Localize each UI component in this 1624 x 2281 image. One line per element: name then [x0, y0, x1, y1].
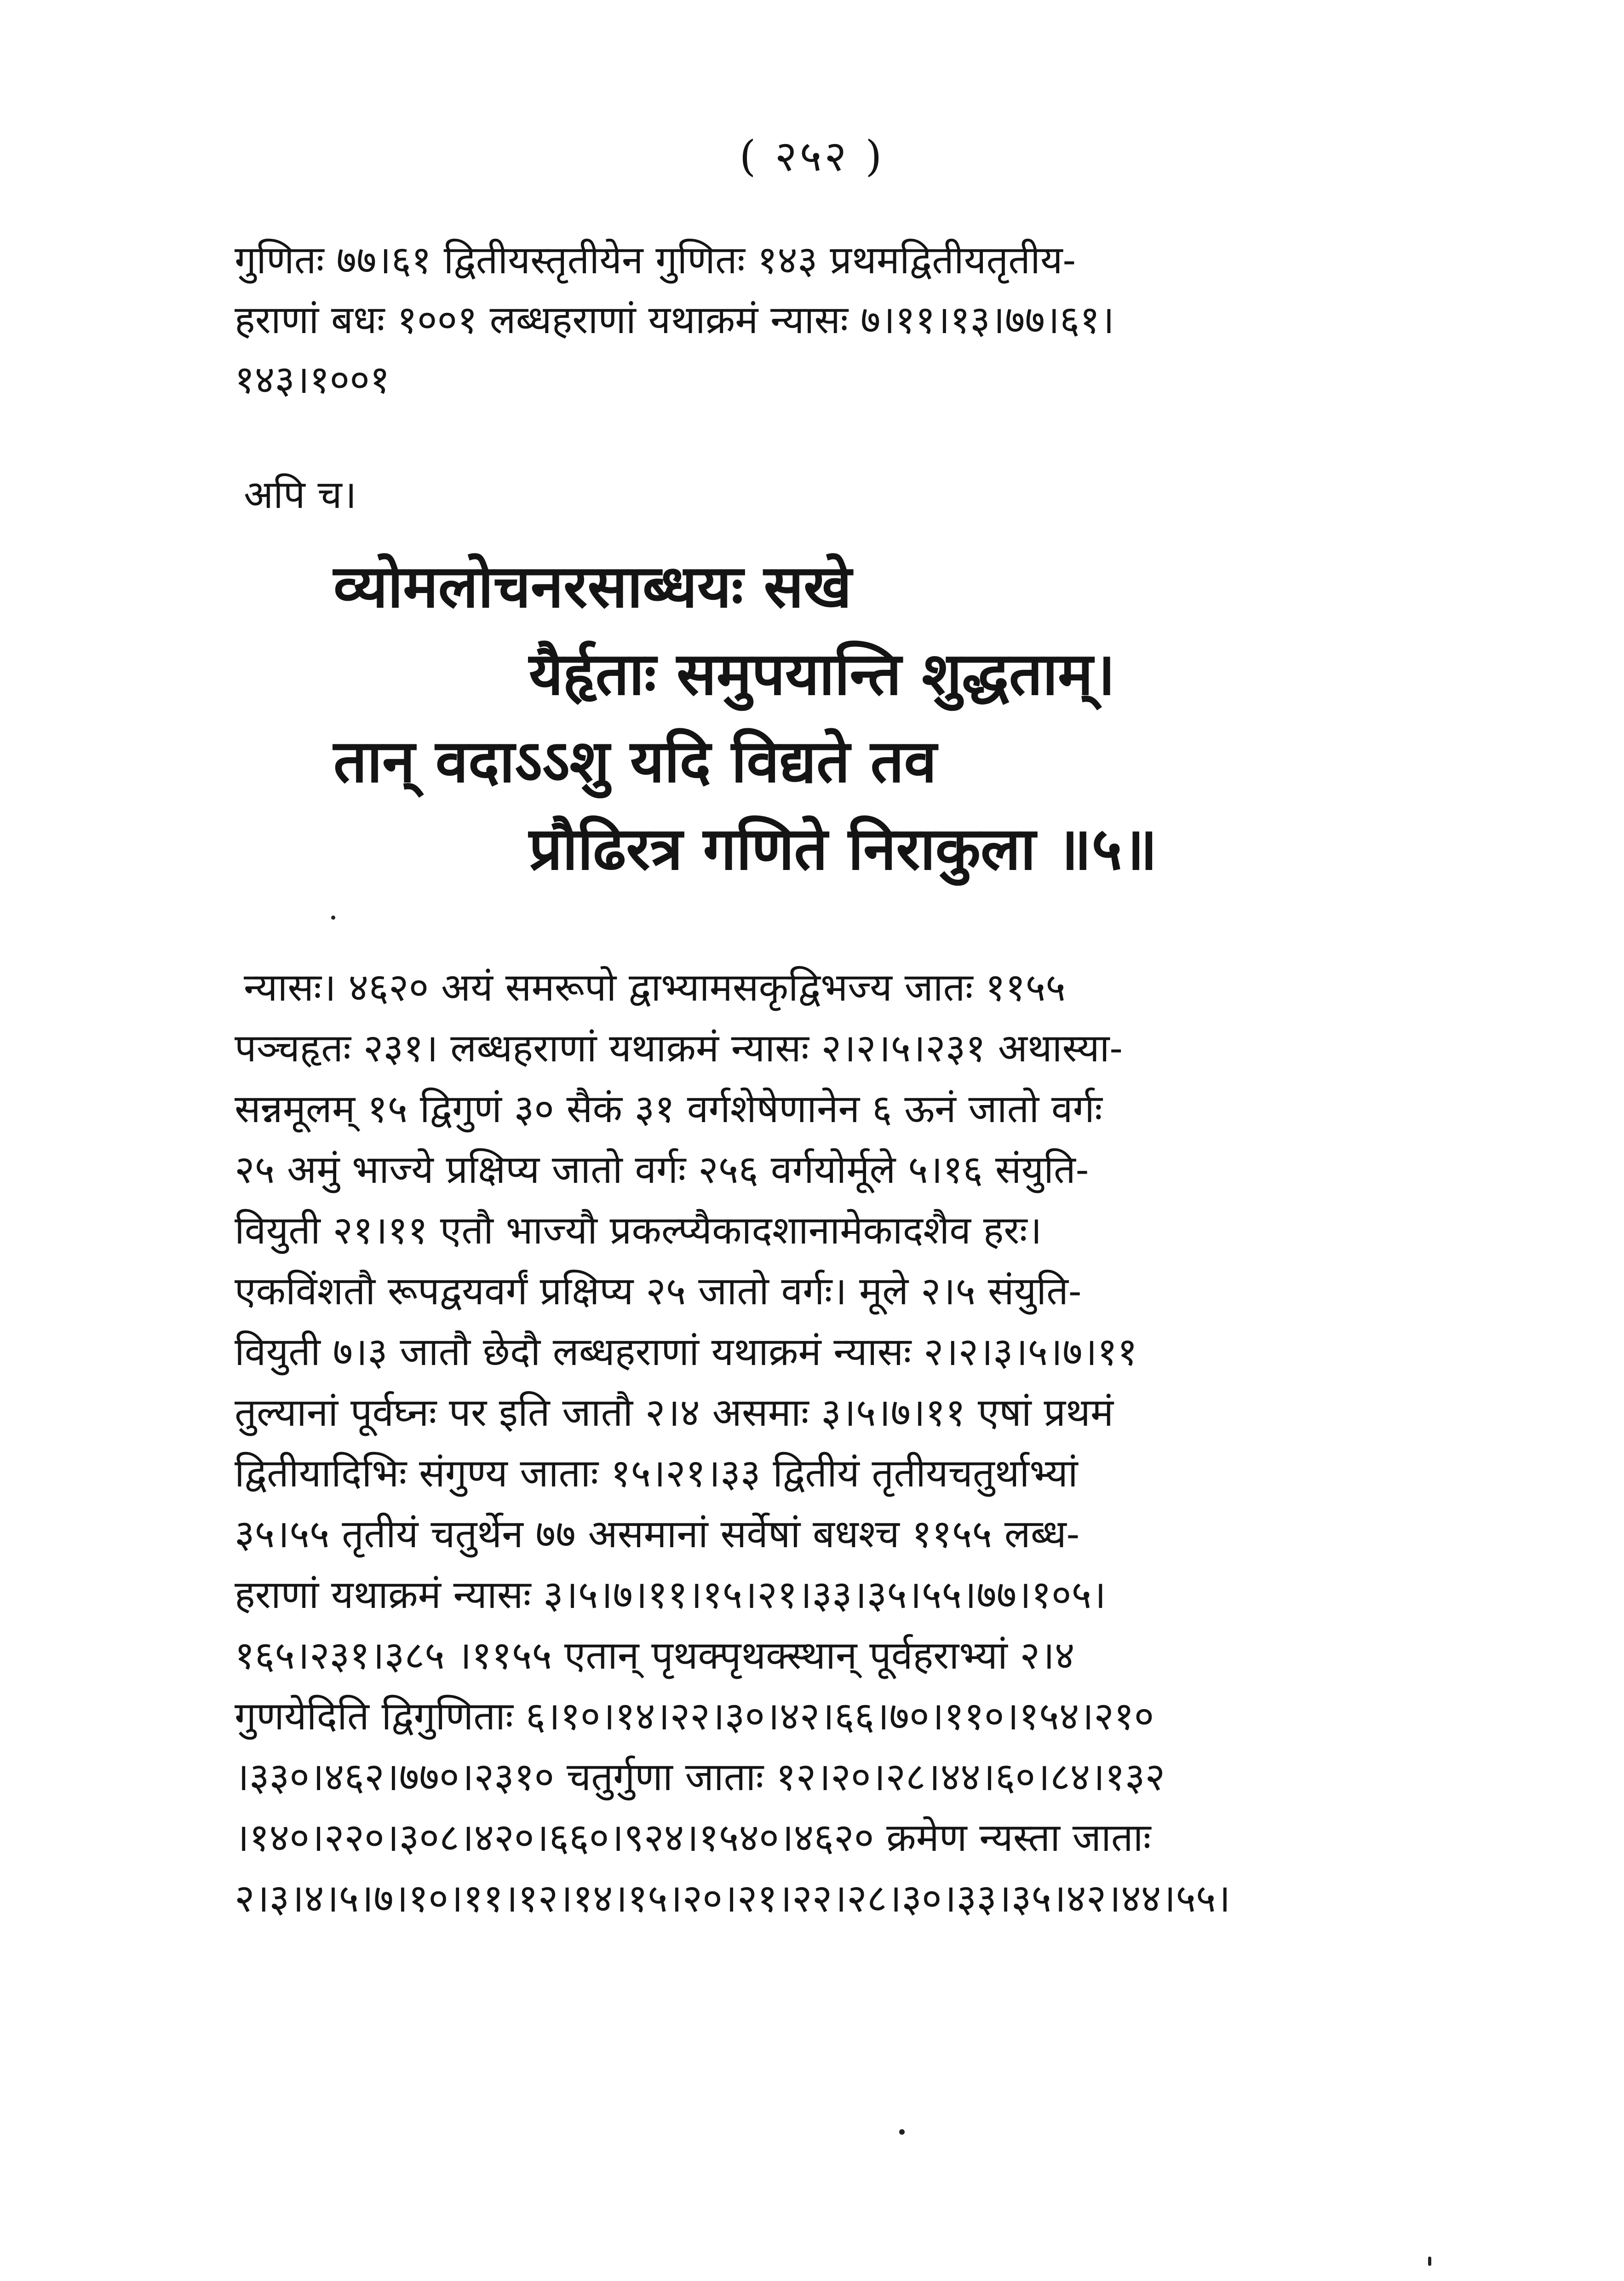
verse-line: यैर्हृताः समुपयान्ति शुद्धताम्। [529, 639, 1115, 708]
verse-line: प्रौढिरत्र गणिते निराकुला ॥५॥ [529, 814, 1158, 883]
text-line: १४३।१००१ [235, 357, 390, 402]
text-line: हराणां यथाक्रमं न्यासः ३।५।७।११।१५।२१।३३।३५।५५।७७।१०५। [235, 1572, 1107, 1617]
text-line: सन्नमूलम् १५ द्विगुणं ३० सैकं ३१ वर्गशेषेणानेन ६ ऊनं जातो वर्गः [235, 1086, 1102, 1131]
page-number: ( २५२ ) [739, 132, 885, 181]
text-line: ३५।५५ तृतीयं चतुर्थेन ७७ असमानां सर्वेषां बधश्च ११५५ लब्ध- [235, 1511, 1080, 1556]
text-line: पञ्चहृतः २३१। लब्धहराणां यथाक्रमं न्यासः २।२।५।२३१ अथास्या- [235, 1025, 1123, 1071]
worked-solution [235, 957, 1486, 1929]
ink-speck [1428, 2257, 1431, 2266]
text-line: वियुती २१।११ एतौ भाज्यौ प्रकल्प्यैकादशानामेकादशैव हरः। [235, 1208, 1042, 1253]
text-line: २५ अमुं भाज्ये प्रक्षिप्य जातो वर्गः २५६ वर्गयोर्मूले ५।१६ संयुति- [235, 1147, 1089, 1192]
text-line: द्वितीयादिभिः संगुण्य जाताः १५।२१।३३ द्वितीयं तृतीयचतुर्थाभ्यां [235, 1451, 1078, 1496]
verse-line: तान् वदाऽऽशु यदि विद्यते तव [333, 727, 937, 796]
text-line: वियुती ७।३ जातौ छेदौ लब्धहराणां यथाक्रमं न्यासः २।२।३।५।७।११ [235, 1329, 1137, 1374]
section-label: अपि च। [244, 472, 357, 517]
text-line: ।१४०।२२०।३०८।४२०।६६०।९२४।१५४०।४६२० क्रमेण न्यस्ता जाताः [235, 1815, 1151, 1860]
ink-speck [331, 916, 335, 920]
text-line: एकविंशतौ रूपद्वयवर्गं प्रक्षिप्य २५ जातो वर्गः। मूले २।५ संयुति- [235, 1268, 1082, 1313]
text-line: २।३।४।५।७।१०।११।१२।१४।१५।२०।२१।२२।२८।३०।३३।३५।४२।४४।५५। [235, 1876, 1231, 1921]
text-line: ।३३०।४६२।७७०।२३१० चतुर्गुणा जाताः १२।२०।२८।४४।६०।८४।१३२ [235, 1754, 1165, 1799]
text-line: १६५।२३१।३८५ ।११५५ एतान् पृथक्पृथक्स्थान् पूर्वहराभ्यां २।४ [235, 1633, 1075, 1678]
verse-block [0, 543, 1624, 893]
verse-line: व्योमलोचनरसाब्धयः सखे [333, 552, 852, 621]
text-line: हराणां बधः १००१ लब्धहराणां यथाक्रमं न्यासः ७।११।१३।७७।६१। [235, 297, 1115, 342]
text-line: न्यासः। ४६२० अयं समरूपो द्वाभ्यामसकृद्विभज्य जातः ११५५ [244, 965, 1066, 1010]
ink-speck [899, 2129, 905, 2135]
text-line: गुणयेदिति द्विगुणिताः ६।१०।१४।२२।३०।४२।६६।७०।११०।१५४।२१० [235, 1693, 1154, 1739]
intro-paragraph [235, 230, 1486, 409]
text-line: तुल्यानां पूर्वघ्नः पर इति जातौ २।४ असमाः ३।५।७।११ एषां प्रथमं [235, 1390, 1114, 1435]
text-line: गुणितः ७७।६१ द्वितीयस्तृतीयेन गुणितः १४३ प्रथमद्वितीयतृतीय- [235, 237, 1076, 282]
